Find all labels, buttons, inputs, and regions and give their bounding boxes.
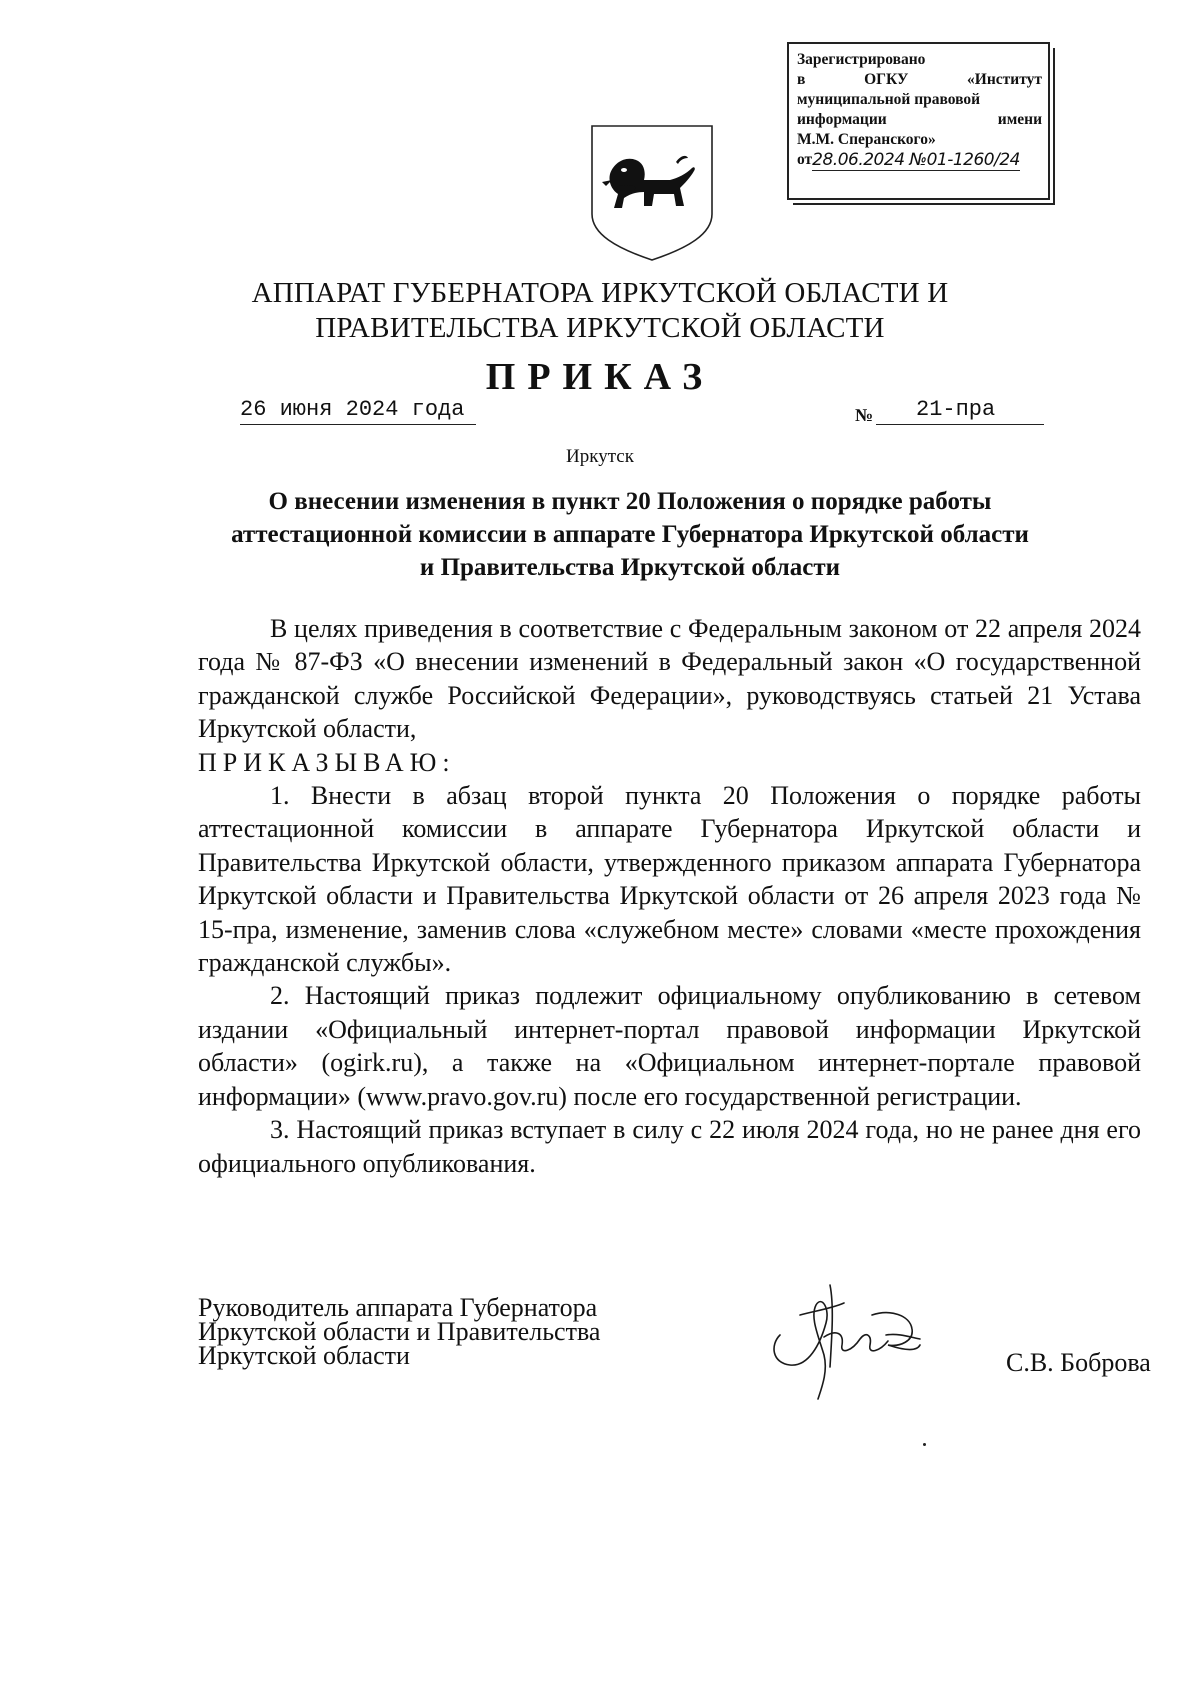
scan-dot xyxy=(923,1443,926,1446)
stamp-text: в xyxy=(797,71,806,88)
signatory-name: С.В. Боброва xyxy=(1006,1348,1151,1377)
city: Иркутск xyxy=(566,446,634,467)
stamp-text: информации xyxy=(797,111,887,128)
stamp-text: Зарегистрировано xyxy=(797,51,926,68)
document-type: ПРИКАЗ xyxy=(485,356,715,398)
item-paragraph: 2. Настоящий приказ подлежит официальному опубликованию в сетевом издании «Официальный интернет-портал правовой информации Иркутской области» (ogirk.ru), а также на «Официальном интернет-портале правовой информации» (www.pravo.gov.ru) после его государственной регистрации. xyxy=(198,981,1141,1111)
preamble-paragraph: В целях приведения в соответствие с Федеральным законом от 22 апреля 2024 года № 87-ФЗ «О внесении изменений в Федеральный закон «О государственной гражданской службе Российской Федерации», руководствуясь статьей 21 Устава Иркутской области, xyxy=(198,614,1141,744)
stamp-line xyxy=(797,110,1042,130)
stamp-handwritten-reg-number: 28.06.2024 №01-1260/24 xyxy=(812,150,1020,170)
stamp-text: «Институт xyxy=(967,71,1042,88)
document-heading xyxy=(200,485,1060,584)
document-body xyxy=(198,612,1141,1180)
stamp-text: имени xyxy=(997,111,1042,128)
heading-line: аттестационной комиссии в аппарате Губернатора Иркутской области xyxy=(231,521,1029,548)
stamp-line xyxy=(797,70,1042,90)
stamp-text: от xyxy=(797,151,813,168)
stamp-line xyxy=(797,150,1042,171)
organization-title-line: ПРАВИТЕЛЬСТВА ИРКУТСКОЙ ОБЛАСТИ xyxy=(315,312,885,344)
item-paragraph: 3. Настоящий приказ вступает в силу с 22 июля 2024 года, но не ранее дня его официального опубликования. xyxy=(198,1115,1141,1178)
signatory-role-line: Руководитель аппарата Губернатора xyxy=(198,1293,598,1322)
signatory-role-line: Иркутской области xyxy=(198,1341,410,1370)
stamp-text: М.М. Сперанского» xyxy=(797,131,936,148)
document-number: 21-пра xyxy=(876,397,1044,425)
registration-stamp xyxy=(787,42,1050,200)
signatory-role xyxy=(198,1293,601,1370)
stamp-text: муниципальной правовой xyxy=(797,91,981,108)
signatory-role-line: Иркутской области и Правительства xyxy=(198,1317,601,1346)
stamp-text: ОГКУ xyxy=(864,71,909,88)
stamp-line xyxy=(797,90,1042,110)
coat-of-arms-icon xyxy=(588,122,716,264)
document-date: 26 июня 2024 года xyxy=(240,397,476,425)
organization-title xyxy=(0,276,1200,346)
stamp-line xyxy=(797,130,1042,150)
organization-title-line: АППАРАТ ГУБЕРНАТОРА ИРКУТСКОЙ ОБЛАСТИ И xyxy=(251,277,949,309)
heading-line: и Правительства Иркутской области xyxy=(419,554,841,581)
handwritten-signature xyxy=(760,1275,935,1405)
number-sign: № xyxy=(855,405,874,425)
order-word: ПРИКАЗЫВАЮ: xyxy=(198,747,456,777)
item-paragraph: 1. Внести в абзац второй пункта 20 Положения о порядке работы аттестационной комиссии в аппарате Губернатора Иркутской области и Правительства Иркутской области, утвержденного приказом аппарата Губернатора Иркутской области и Правительства Иркутской области от 26 апреля 2023 года № 15-пра, изменение, заменив слова «служебном месте» словами «месте прохождения гражданской службы». xyxy=(198,781,1141,978)
heading-line: О внесении изменения в пункт 20 Положения о порядке работы xyxy=(268,488,992,515)
stamp-line xyxy=(797,50,1042,70)
